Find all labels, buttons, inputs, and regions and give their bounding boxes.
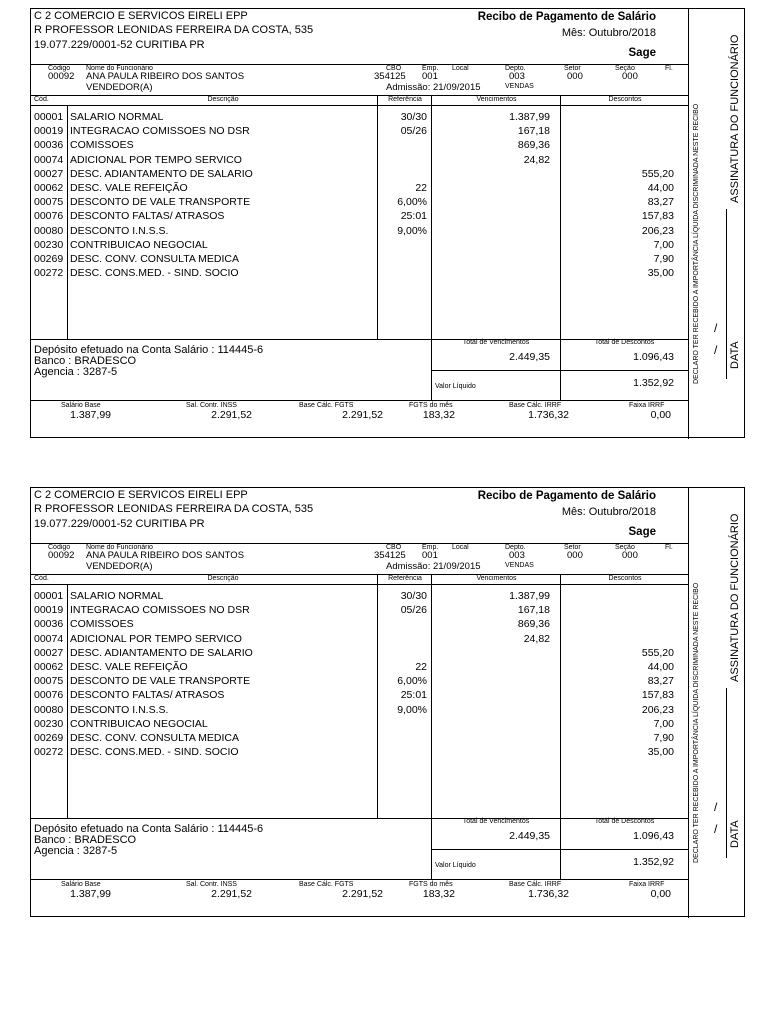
label-code: Código bbox=[48, 65, 71, 72]
item-row bbox=[31, 167, 688, 181]
receipt-month: Mês: Outubro/2018 bbox=[561, 506, 656, 518]
header-desc: Descrição bbox=[207, 575, 239, 582]
employee-depto-name: VENDAS bbox=[505, 83, 534, 90]
declaration-text: DECLARO TER RECEBIDO A IMPORTÂNCIA LÍQUIDA DISCRIMINADA NESTE RECIBO bbox=[693, 103, 700, 384]
base-value: 2.291,52 bbox=[211, 888, 252, 900]
company-cnpj: 19.077.229/0001-52 CURITIBA PR bbox=[34, 39, 205, 51]
item-cod: 00272 bbox=[34, 267, 64, 280]
label-secao: Seção bbox=[615, 65, 635, 72]
item-desc: COMISSOES bbox=[70, 618, 134, 631]
item-row bbox=[31, 138, 688, 152]
item-row bbox=[31, 674, 688, 688]
item-descontos: 7,90 bbox=[653, 731, 674, 744]
total-desc-value: 1.096,43 bbox=[633, 830, 674, 842]
item-ref: 05/26 bbox=[400, 125, 427, 138]
base-label: Sal. Contr. INSS bbox=[186, 881, 237, 888]
deposit-account: Depósito efetuado na Conta Salário : 114445-6 bbox=[34, 823, 264, 835]
base-label: Salário Base bbox=[61, 402, 101, 409]
company-address: R PROFESSOR LEONIDAS FERREIRA DA COSTA, 535 bbox=[34, 24, 314, 36]
base-value: 2.291,52 bbox=[342, 409, 383, 421]
header-ref: Referência bbox=[388, 96, 422, 103]
date-slash-1: / bbox=[714, 800, 718, 814]
base-value: 1.736,32 bbox=[528, 888, 569, 900]
item-ref: 22 bbox=[415, 660, 427, 673]
item-venc: 167,18 bbox=[517, 125, 550, 138]
item-desc: DESC. VALE REFEIÇÃO bbox=[70, 660, 188, 673]
company-address: R PROFESSOR LEONIDAS FERREIRA DA COSTA, 535 bbox=[34, 503, 314, 515]
base-value: 0,00 bbox=[650, 888, 671, 900]
item-cod: 00001 bbox=[34, 111, 64, 123]
item-desc: DESC. ADIANTAMENTO DE SALARIO bbox=[70, 167, 253, 180]
item-descontos: 555,20 bbox=[641, 167, 674, 180]
item-desc: INTEGRACAO COMISSOES NO DSR bbox=[70, 604, 250, 617]
employee-depto-name: VENDAS bbox=[505, 562, 534, 569]
item-desc: ADICIONAL POR TEMPO SERVICO bbox=[70, 153, 242, 166]
item-cod: 00019 bbox=[34, 604, 64, 617]
header-descontos: Descontos bbox=[608, 575, 642, 582]
item-descontos: 206,23 bbox=[641, 224, 674, 237]
item-descontos: 35,00 bbox=[647, 746, 674, 759]
item-descontos: 83,27 bbox=[647, 675, 674, 688]
base-value: 0,00 bbox=[650, 409, 671, 421]
base-label: Base Cálc. IRRF bbox=[509, 881, 562, 888]
bases-row bbox=[31, 881, 688, 903]
item-desc: DESCONTO DE VALE TRANSPORTE bbox=[70, 675, 251, 688]
item-row bbox=[31, 589, 688, 603]
item-venc: 1.387,99 bbox=[509, 590, 550, 602]
total-desc-value: 1.096,43 bbox=[633, 351, 674, 363]
base-value: 183,32 bbox=[422, 409, 455, 421]
item-cod: 00080 bbox=[34, 703, 64, 716]
base-label: Base Cálc. FGTS bbox=[299, 881, 354, 888]
bases-row bbox=[31, 402, 688, 424]
item-row bbox=[31, 181, 688, 195]
total-desc-label: Total de Descontos bbox=[594, 818, 655, 825]
item-row bbox=[31, 110, 688, 124]
item-cod: 00062 bbox=[34, 660, 64, 673]
company-name: C 2 COMERCIO E SERVICOS EIRELI EPP bbox=[34, 489, 248, 501]
label-cbo: CBO bbox=[386, 544, 402, 551]
base-value: 1.387,99 bbox=[70, 888, 111, 900]
label-local: Local bbox=[452, 65, 469, 72]
item-row bbox=[31, 688, 688, 702]
item-desc: INTEGRACAO COMISSOES NO DSR bbox=[70, 125, 250, 138]
item-row bbox=[31, 252, 688, 266]
item-cod: 00075 bbox=[34, 196, 64, 209]
item-venc: 1.387,99 bbox=[509, 111, 550, 123]
item-cod: 00019 bbox=[34, 125, 64, 138]
item-descontos: 157,83 bbox=[641, 210, 674, 223]
item-cod: 00076 bbox=[34, 210, 64, 223]
liquido-value: 1.352,92 bbox=[633, 856, 674, 868]
item-desc: SALARIO NORMAL bbox=[70, 590, 164, 602]
employee-admission: Admissão: 21/09/2015 bbox=[386, 561, 481, 572]
employee-code: 00092 bbox=[48, 550, 75, 561]
total-venc-label: Total de Vencimentos bbox=[462, 818, 530, 825]
item-desc: ADICIONAL POR TEMPO SERVICO bbox=[70, 632, 242, 645]
employee-role: VENDEDOR(A) bbox=[86, 561, 153, 572]
deposit-bank: Banco : BRADESCO bbox=[34, 355, 137, 367]
base-value: 1.387,99 bbox=[70, 409, 111, 421]
total-desc-label: Total de Descontos bbox=[594, 339, 655, 346]
item-descontos: 7,90 bbox=[653, 252, 674, 265]
header-cod: Cód. bbox=[34, 96, 49, 103]
deposit-agency: Agencia : 3287-5 bbox=[34, 845, 118, 857]
company-name: C 2 COMERCIO E SERVICOS EIRELI EPP bbox=[34, 10, 248, 22]
label-name: Nome do Funcionário bbox=[86, 544, 153, 551]
item-ref: 25:01 bbox=[400, 210, 427, 223]
item-ref: 30/30 bbox=[400, 111, 427, 123]
base-label: Salário Base bbox=[61, 881, 101, 888]
liquido-label: Valor Líquido bbox=[435, 862, 476, 869]
signature-label: ASSINATURA DO FUNCIONÁRIO bbox=[729, 513, 741, 682]
item-cod: 00230 bbox=[34, 238, 64, 251]
item-row bbox=[31, 617, 688, 631]
total-venc-label: Total de Vencimentos bbox=[462, 339, 530, 346]
date-label: DATA bbox=[729, 341, 741, 369]
employee-admission: Admissão: 21/09/2015 bbox=[386, 82, 481, 93]
label-emp: Emp. bbox=[422, 65, 439, 72]
header-cod: Cód. bbox=[34, 575, 49, 582]
item-row bbox=[31, 153, 688, 167]
date-slash-2: / bbox=[714, 343, 718, 357]
receipt-copy-1 bbox=[30, 8, 745, 438]
items-list bbox=[31, 110, 688, 280]
employee-cbo: 354125 bbox=[374, 71, 406, 82]
item-ref: 9,00% bbox=[397, 703, 427, 716]
header-ref: Referência bbox=[388, 575, 422, 582]
items-list bbox=[31, 589, 688, 759]
item-descontos: 44,00 bbox=[647, 181, 674, 194]
label-setor: Setor bbox=[564, 544, 581, 551]
base-label: Faixa IRRF bbox=[629, 881, 665, 888]
employee-setor: 000 bbox=[567, 71, 583, 82]
item-desc: DESCONTO FALTAS/ ATRASOS bbox=[70, 689, 225, 702]
item-desc: DESC. VALE REFEIÇÃO bbox=[70, 181, 188, 194]
base-label: FGTS do mês bbox=[409, 881, 453, 888]
item-desc: DESC. CONS.MED. - SIND. SOCIO bbox=[70, 746, 239, 759]
item-row bbox=[31, 124, 688, 138]
item-desc: DESCONTO I.N.S.S. bbox=[70, 224, 169, 237]
deposit-bank: Banco : BRADESCO bbox=[34, 834, 137, 846]
receipt-month: Mês: Outubro/2018 bbox=[561, 27, 656, 39]
item-desc: COMISSOES bbox=[70, 139, 134, 152]
item-row bbox=[31, 731, 688, 745]
label-fl: Fl. bbox=[665, 544, 673, 551]
base-label: FGTS do mês bbox=[409, 402, 453, 409]
item-cod: 00036 bbox=[34, 139, 64, 152]
base-value: 2.291,52 bbox=[342, 888, 383, 900]
item-row bbox=[31, 745, 688, 759]
base-value: 1.736,32 bbox=[528, 409, 569, 421]
item-cod: 00076 bbox=[34, 689, 64, 702]
item-cod: 00269 bbox=[34, 252, 64, 265]
item-row bbox=[31, 195, 688, 209]
employee-secao: 000 bbox=[622, 550, 638, 561]
item-ref: 05/26 bbox=[400, 604, 427, 617]
header-venc: Vencimentos bbox=[476, 575, 517, 582]
item-ref: 9,00% bbox=[397, 224, 427, 237]
item-desc: CONTRIBUICAO NEGOCIAL bbox=[70, 238, 208, 251]
item-descontos: 7,00 bbox=[653, 238, 674, 251]
item-cod: 00036 bbox=[34, 618, 64, 631]
item-desc: SALARIO NORMAL bbox=[70, 111, 164, 123]
header-venc: Vencimentos bbox=[476, 96, 517, 103]
item-ref: 22 bbox=[415, 181, 427, 194]
item-row bbox=[31, 224, 688, 238]
company-cnpj: 19.077.229/0001-52 CURITIBA PR bbox=[34, 518, 205, 530]
employee-role: VENDEDOR(A) bbox=[86, 82, 153, 93]
employee-name: ANA PAULA RIBEIRO DOS SANTOS bbox=[86, 550, 245, 561]
item-row bbox=[31, 703, 688, 717]
date-slash-1: / bbox=[714, 321, 718, 335]
label-cbo: CBO bbox=[386, 65, 402, 72]
item-venc: 24,82 bbox=[523, 632, 550, 645]
item-desc: DESCONTO I.N.S.S. bbox=[70, 703, 169, 716]
employee-emp: 001 bbox=[422, 550, 438, 561]
label-code: Código bbox=[48, 544, 71, 551]
item-cod: 00001 bbox=[34, 590, 64, 602]
label-setor: Setor bbox=[564, 65, 581, 72]
item-ref: 6,00% bbox=[397, 675, 427, 688]
item-cod: 00075 bbox=[34, 675, 64, 688]
employee-depto: 003 bbox=[509, 71, 525, 82]
base-label: Faixa IRRF bbox=[629, 402, 665, 409]
item-cod: 00027 bbox=[34, 646, 64, 659]
item-descontos: 44,00 bbox=[647, 660, 674, 673]
item-desc: DESC. CONV. CONSULTA MEDICA bbox=[70, 252, 240, 265]
item-row bbox=[31, 209, 688, 223]
employee-code: 00092 bbox=[48, 71, 75, 82]
item-row bbox=[31, 238, 688, 252]
item-row bbox=[31, 266, 688, 280]
item-venc: 869,36 bbox=[517, 618, 550, 631]
item-row bbox=[31, 717, 688, 731]
item-desc: DESCONTO DE VALE TRANSPORTE bbox=[70, 196, 251, 209]
employee-secao: 000 bbox=[622, 71, 638, 82]
item-venc: 167,18 bbox=[517, 604, 550, 617]
item-cod: 00062 bbox=[34, 181, 64, 194]
item-cod: 00272 bbox=[34, 746, 64, 759]
item-row bbox=[31, 632, 688, 646]
item-cod: 00080 bbox=[34, 224, 64, 237]
liquido-label: Valor Líquido bbox=[435, 383, 476, 390]
base-label: Sal. Contr. INSS bbox=[186, 402, 237, 409]
item-descontos: 157,83 bbox=[641, 689, 674, 702]
label-depto: Depto. bbox=[505, 544, 526, 551]
total-venc-value: 2.449,35 bbox=[509, 351, 550, 363]
item-ref: 25:01 bbox=[400, 689, 427, 702]
base-label: Base Cálc. FGTS bbox=[299, 402, 354, 409]
item-desc: DESC. CONV. CONSULTA MEDICA bbox=[70, 731, 240, 744]
base-value: 183,32 bbox=[422, 888, 455, 900]
item-cod: 00027 bbox=[34, 167, 64, 180]
label-name: Nome do Funcionário bbox=[86, 65, 153, 72]
date-label: DATA bbox=[729, 820, 741, 848]
label-secao: Seção bbox=[615, 544, 635, 551]
item-row bbox=[31, 646, 688, 660]
date-slash-2: / bbox=[714, 822, 718, 836]
label-fl: Fl. bbox=[665, 65, 673, 72]
item-desc: CONTRIBUICAO NEGOCIAL bbox=[70, 717, 208, 730]
item-row bbox=[31, 603, 688, 617]
item-desc: DESC. ADIANTAMENTO DE SALARIO bbox=[70, 646, 253, 659]
deposit-account: Depósito efetuado na Conta Salário : 114445-6 bbox=[34, 344, 264, 356]
receipt-title: Recibo de Pagamento de Salário bbox=[477, 490, 656, 502]
employee-depto: 003 bbox=[509, 550, 525, 561]
receipt-copy-2 bbox=[30, 487, 745, 917]
header-desc: Descrição bbox=[207, 96, 239, 103]
receipt-title: Recibo de Pagamento de Salário bbox=[477, 11, 656, 23]
declaration-text: DECLARO TER RECEBIDO A IMPORTÂNCIA LÍQUIDA DISCRIMINADA NESTE RECIBO bbox=[693, 582, 700, 863]
signature-label: ASSINATURA DO FUNCIONÁRIO bbox=[729, 34, 741, 203]
item-ref: 6,00% bbox=[397, 196, 427, 209]
item-row bbox=[31, 660, 688, 674]
item-descontos: 35,00 bbox=[647, 267, 674, 280]
item-cod: 00269 bbox=[34, 731, 64, 744]
total-venc-value: 2.449,35 bbox=[509, 830, 550, 842]
item-cod: 00074 bbox=[34, 632, 64, 645]
base-label: Base Cálc. IRRF bbox=[509, 402, 562, 409]
label-emp: Emp. bbox=[422, 544, 439, 551]
employee-name: ANA PAULA RIBEIRO DOS SANTOS bbox=[86, 71, 245, 82]
item-desc: DESC. CONS.MED. - SIND. SOCIO bbox=[70, 267, 239, 280]
item-descontos: 206,23 bbox=[641, 703, 674, 716]
employee-setor: 000 bbox=[567, 550, 583, 561]
header-descontos: Descontos bbox=[608, 96, 642, 103]
item-ref: 30/30 bbox=[400, 590, 427, 602]
base-value: 2.291,52 bbox=[211, 409, 252, 421]
label-depto: Depto. bbox=[505, 65, 526, 72]
item-descontos: 83,27 bbox=[647, 196, 674, 209]
liquido-value: 1.352,92 bbox=[633, 377, 674, 389]
item-descontos: 555,20 bbox=[641, 646, 674, 659]
item-venc: 869,36 bbox=[517, 139, 550, 152]
employee-cbo: 354125 bbox=[374, 550, 406, 561]
employee-emp: 001 bbox=[422, 71, 438, 82]
brand-sage: Sage bbox=[628, 526, 656, 538]
item-cod: 00074 bbox=[34, 153, 64, 166]
deposit-agency: Agencia : 3287-5 bbox=[34, 366, 118, 378]
item-cod: 00230 bbox=[34, 717, 64, 730]
item-venc: 24,82 bbox=[523, 153, 550, 166]
item-descontos: 7,00 bbox=[653, 717, 674, 730]
brand-sage: Sage bbox=[628, 47, 656, 59]
item-desc: DESCONTO FALTAS/ ATRASOS bbox=[70, 210, 225, 223]
label-local: Local bbox=[452, 544, 469, 551]
